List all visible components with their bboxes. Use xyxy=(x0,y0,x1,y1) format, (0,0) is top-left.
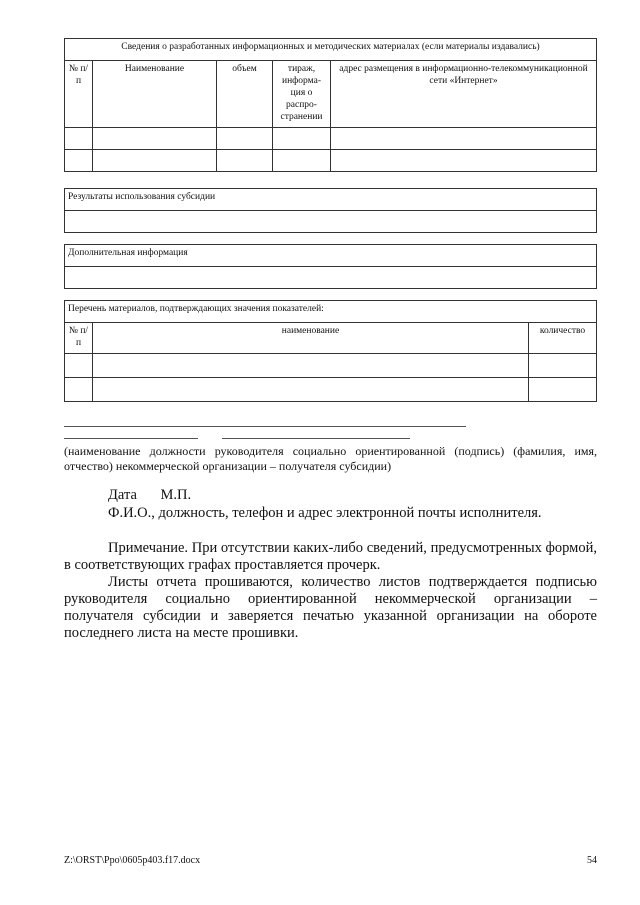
table-cell[interactable] xyxy=(65,354,93,378)
table-row xyxy=(65,211,597,233)
table-cell[interactable] xyxy=(65,211,597,233)
table-cell[interactable] xyxy=(93,354,529,378)
table-cell[interactable] xyxy=(273,128,331,150)
table-row xyxy=(65,267,597,289)
column-header-circulation: тираж, информа-ция о распро-странении xyxy=(273,61,331,128)
table-row xyxy=(65,378,597,402)
table-cell[interactable] xyxy=(65,150,93,172)
table-cell[interactable] xyxy=(331,150,597,172)
table-cell[interactable] xyxy=(93,128,217,150)
table-cell[interactable] xyxy=(273,150,331,172)
signature-line-top xyxy=(64,426,466,427)
results-table xyxy=(64,188,597,233)
table-cell[interactable] xyxy=(331,128,597,150)
table-cell[interactable] xyxy=(528,378,596,402)
column-header-name: наименование xyxy=(93,323,529,354)
date-label: Дата xyxy=(108,487,137,503)
footer-file-path: Z:\ORST\Ppo\0605p403.f17.docx xyxy=(64,855,201,866)
table-cell[interactable] xyxy=(93,150,217,172)
table-row xyxy=(65,150,597,172)
results-table-title: Результаты использования субсидии xyxy=(65,189,597,211)
date-stamp-line xyxy=(64,487,640,504)
table-cell[interactable] xyxy=(528,354,596,378)
signature-line-position xyxy=(64,438,198,439)
column-header-internet-address: адрес размещения в информационно-телекоммуникационной сети «Интернет» xyxy=(331,61,597,128)
column-header-name: Наименование xyxy=(93,61,217,128)
materials-table xyxy=(64,38,597,172)
materials-table-title: Сведения о разработанных информационных и методических материалах (если материалы издавались) xyxy=(65,39,597,61)
additional-info-title: Дополнительная информация xyxy=(65,245,597,267)
indicators-table-title: Перечень материалов, подтверждающих значения показателей: xyxy=(65,301,597,323)
table-cell[interactable] xyxy=(93,378,529,402)
signature-caption: (наименование должности руководителя социально ориентированной (подпись) (фамилия, имя, отчество) некоммерческой организации – получателя субсидии) xyxy=(64,444,597,473)
additional-info-table xyxy=(64,244,597,289)
table-cell[interactable] xyxy=(65,128,93,150)
table-row xyxy=(65,128,597,150)
stamp-label: М.П. xyxy=(160,487,192,503)
table-cell[interactable] xyxy=(217,150,273,172)
note-paragraph: Листы отчета прошиваются, количество листов подтверждается подписью руководителя социально ориентированной некоммерческой организации – получателя субсидии и заверяется печатью указанной организации на обороте последнего листа на месте прошивки. xyxy=(64,574,597,641)
table-cell[interactable] xyxy=(217,128,273,150)
signature-line-signature xyxy=(222,438,410,439)
table-cell[interactable] xyxy=(65,267,597,289)
column-header-volume: объем xyxy=(217,61,273,128)
column-header-quantity: количество xyxy=(528,323,596,354)
table-cell[interactable] xyxy=(65,378,93,402)
page-number: 54 xyxy=(587,855,597,866)
column-header-number: № п/п xyxy=(65,61,93,128)
executor-line: Ф.И.О., должность, телефон и адрес электронной почты исполнителя. xyxy=(108,505,542,521)
note-section xyxy=(64,540,597,642)
note-paragraph: Примечание. При отсутствии каких-либо сведений, предусмотренных формой, в соответствующих графах проставляется прочерк. xyxy=(64,540,597,573)
column-header-number: № п/п xyxy=(65,323,93,354)
table-row xyxy=(65,354,597,378)
indicators-table xyxy=(64,300,597,402)
